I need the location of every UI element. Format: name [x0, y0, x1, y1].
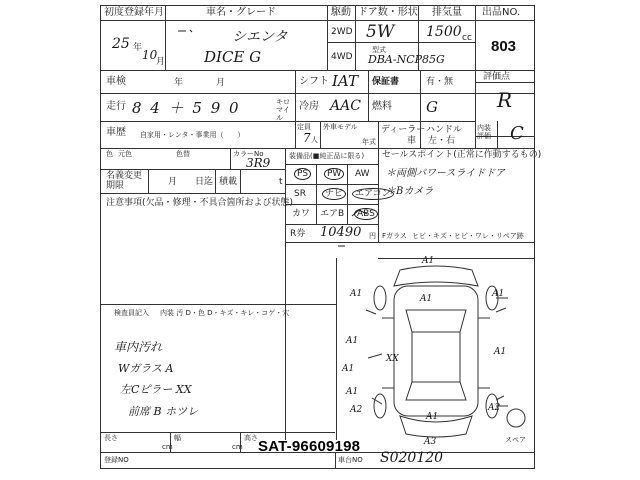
inspector-label: 検査員記入	[114, 309, 149, 317]
capacity-value: 7	[303, 131, 311, 145]
length-label: 長さ	[104, 434, 118, 442]
original-color-label: 元色	[118, 150, 132, 158]
cc-unit: cc	[462, 33, 472, 43]
equip-abs: ABS	[354, 209, 378, 219]
equip-pw: PW	[324, 169, 344, 179]
loading-label: 積載	[219, 177, 238, 187]
damage-mark-rear-left: A2	[350, 405, 363, 415]
note-interior-dirty: 車内汚れ	[114, 340, 163, 354]
model-code: DBA-NCP85G	[368, 53, 445, 66]
car-name-grade-label: 車名・グレード	[206, 7, 276, 18]
mileage-label: 走行	[106, 101, 126, 112]
warranty-options: 有・無	[426, 77, 454, 87]
capacity-unit: 人	[311, 136, 318, 144]
glass-options: ヒビ・キズ・ヒビ・ワレ・リペア跡	[412, 232, 524, 240]
damage-mark-front-left: A1	[350, 289, 363, 299]
note-c-pillar: 左Cピラー XX	[120, 383, 192, 396]
fuel-label: 燃料	[372, 101, 392, 112]
color-number-label: カラーNo	[233, 150, 264, 158]
registration-deadline-label: 名義変更期限	[106, 171, 143, 191]
lot-number-label: 出品NO.	[482, 7, 521, 18]
inspector-options: 内装 汚 D・色 D・キズ・キレ・コゲ・穴	[160, 309, 290, 317]
damage-mark-front: A1	[422, 256, 435, 266]
drive-label: 駆動	[331, 7, 351, 18]
damage-mark-trunk: A1	[426, 412, 439, 422]
damage-mark-front-right: A1	[492, 289, 505, 299]
length-unit: cm	[162, 443, 173, 451]
registration-day-label: 日迄	[195, 177, 214, 187]
notes-label: 注意事項(欠品・修理・不具合箇所および状態)	[106, 198, 294, 208]
damage-mark-left-quarter: A1	[346, 387, 359, 397]
sales-point-2: ＊Bカメラ	[386, 186, 434, 197]
recycle-yen-unit: 円	[369, 232, 376, 240]
warranty-label: 保証書	[372, 77, 400, 87]
cooler-label: 冷房	[299, 101, 319, 112]
equip-leather: カワ	[292, 209, 311, 219]
repaint-color-label: 色替	[176, 150, 190, 158]
width-label: 幅	[174, 434, 181, 442]
registration-month-unit-label: 月	[168, 177, 178, 187]
damage-mark-bonnet: A1	[420, 294, 433, 304]
damage-mark-c-pillar: XX	[386, 354, 399, 364]
sales-points-label: セールスポイント(正常に作動するもの)	[382, 150, 542, 160]
equip-airbag: エアB	[320, 209, 345, 219]
color-code-value: 3R9	[246, 156, 271, 170]
shift-label: シフト	[299, 76, 329, 87]
registration-month-unit: 月	[156, 57, 166, 67]
inspection-label: 車検	[106, 76, 126, 87]
equip-navi: ナビ	[322, 189, 346, 199]
doors-shape-label: ドア数・形状	[358, 7, 418, 18]
damage-mark-left-door: A1	[346, 336, 359, 346]
dealer-label: ディーラー	[381, 125, 426, 135]
inspection-year-unit: 年	[174, 78, 184, 88]
capacity-label: 定員	[297, 123, 311, 131]
dealer-unit: 車	[407, 136, 417, 146]
watermark-id: SAT-96609198	[258, 438, 361, 455]
interior-score-value: C	[510, 123, 524, 144]
chassis-number-value: S020120	[380, 450, 444, 466]
mileage-unit: キロマイル	[276, 98, 290, 122]
four-wd-label: 4WD	[331, 52, 353, 62]
handle-options: 左・右	[428, 136, 456, 146]
registration-number-label: 登録NO	[104, 456, 129, 464]
mileage-value: 8 4 ＋ 5 9 0	[132, 99, 241, 117]
damage-mark-right-door: A1	[494, 347, 507, 357]
interior-score-label: 内装評価	[477, 124, 491, 140]
aircon-value: AAC	[330, 98, 361, 114]
displacement-value: 1500	[426, 24, 462, 40]
registration-year-unit: 年	[133, 43, 143, 53]
damage-mark-rear-bumper: A3	[424, 437, 437, 447]
equip-aw: AW	[355, 169, 370, 179]
inspection-month-unit: 月	[216, 78, 226, 88]
score-label: 評価点	[483, 72, 511, 82]
recycle-label: R券	[290, 229, 306, 239]
sales-point-1: ＊両側パワースライドドア	[386, 168, 505, 179]
model-label: 型式	[372, 46, 386, 54]
grade-value: DICE G	[204, 48, 262, 66]
shift-value: IAT	[332, 72, 358, 90]
width-unit: cm	[232, 443, 243, 451]
import-model-label: 外車モデル	[323, 123, 358, 131]
note-seat-fray: 前席 B ホツレ	[128, 405, 199, 418]
fuel-value: G	[426, 98, 438, 116]
note-windshield: Wガラス A	[118, 362, 174, 375]
registration-year: 25	[112, 36, 130, 52]
handle-label: ハンドル	[426, 125, 463, 135]
doors-value: 5W	[366, 22, 395, 42]
registration-month: 10	[142, 48, 158, 62]
height-label: 高さ	[244, 434, 258, 442]
equip-sr: SR	[294, 189, 306, 199]
history-options: 自家用・レンタ・事業用（ ）	[140, 131, 245, 139]
glass-label: Fガラス	[382, 232, 407, 240]
import-year-label: 年式	[362, 138, 376, 146]
first-registration-label: 初度登録年月	[104, 7, 164, 18]
two-wd-label: 2WD	[331, 27, 353, 37]
displacement-label: 排気量	[432, 7, 462, 18]
equipment-label: 装備品(■純正品に限る)	[289, 152, 365, 160]
spare-tire-label: スペア	[505, 436, 526, 444]
equip-ps: PS	[294, 169, 311, 179]
equip-aircon: エアコン	[352, 189, 394, 199]
damage-mark-rear-right: A2	[488, 403, 501, 413]
recycle-value: 10490	[320, 225, 362, 240]
chassis-number-label: 車台NO	[338, 456, 363, 464]
car-name-value: シエンタ	[232, 29, 288, 45]
history-label: 車歴	[106, 127, 126, 138]
damage-mark-left-rear-door: A1	[342, 364, 355, 374]
loading-unit: t	[279, 177, 283, 187]
score-value: R	[497, 88, 513, 112]
color-label: 色	[106, 150, 113, 158]
lot-number: 803	[491, 38, 517, 55]
